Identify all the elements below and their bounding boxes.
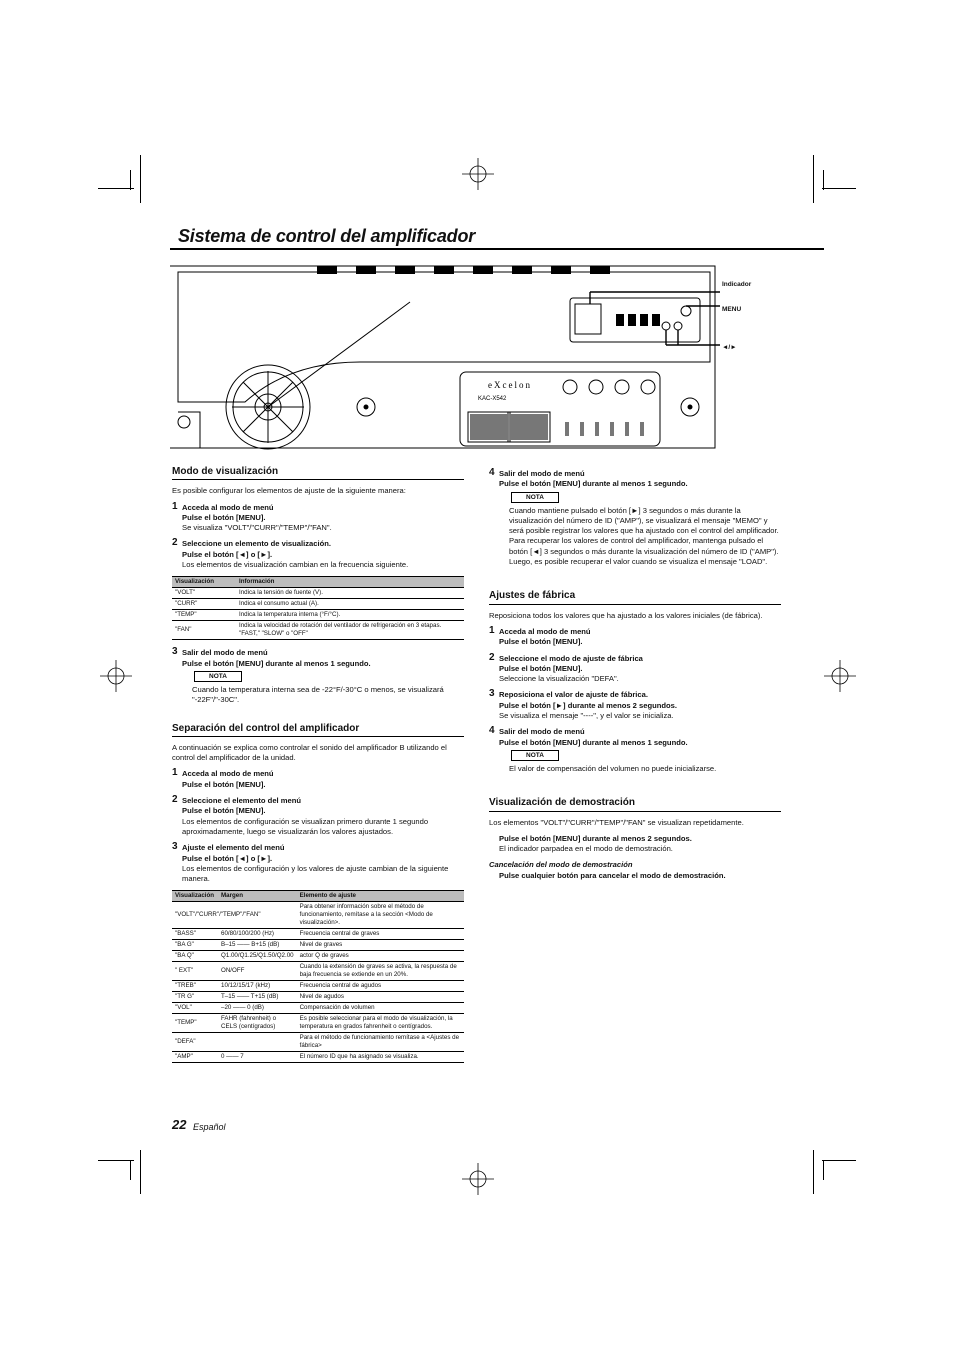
table-row [172, 1014, 464, 1033]
step-action: Pulse el botón [MENU]. [182, 512, 266, 522]
step-number: 2 [489, 651, 495, 663]
table-row [172, 1033, 464, 1052]
step [489, 624, 781, 648]
step-title: Salir del modo de menú [499, 727, 585, 737]
step-action: Pulse el botón [MENU] durante al menos 1 segundo. [182, 658, 371, 668]
table-row [172, 981, 464, 992]
table-row [172, 599, 464, 610]
step [489, 690, 781, 721]
crop-mark [813, 1150, 814, 1194]
table-row [172, 1052, 464, 1063]
table-cell: "AMP" [172, 1052, 218, 1063]
table-cell: "BA Q" [172, 951, 218, 962]
table-cell: Nivel de graves [297, 940, 464, 951]
label-indicador: Indicador [722, 281, 752, 288]
table-cell: "DEFA" [172, 1033, 218, 1052]
step-action: Pulse el botón [MENU]. [499, 637, 583, 647]
table-row [172, 940, 464, 951]
step-action: Pulse el botón [►] durante al menos 2 segundos. [499, 700, 677, 710]
step [489, 727, 781, 774]
table-cell: FAHR (fahrenheit) o CELS (centígrados) [218, 1014, 297, 1033]
table-cell: Nivel de agudos [297, 992, 464, 1003]
table-cell: Para el método de funcionamiento remítase a <Ajustes de fábrica> [297, 1033, 464, 1052]
table-cell: El número ID que ha asignado se visualiza. [297, 1052, 464, 1063]
page-number: 22 [172, 1117, 187, 1132]
table-cell [218, 1033, 297, 1052]
crop-mark [130, 170, 131, 190]
step-number: 3 [172, 841, 178, 853]
page-title: Sistema de control del amplificador [178, 226, 476, 246]
crop-mark [140, 1150, 141, 1194]
step-note: Se visualiza "VOLT"/"CURR"/"TEMP"/"FAN". [182, 523, 332, 533]
step [489, 469, 781, 567]
table-header: Visualización [172, 577, 236, 588]
crop-mark [823, 1160, 824, 1180]
table-cell: "CURR" [172, 599, 236, 610]
step-number: 2 [172, 794, 178, 806]
table-cell: Indica la velocidad de rotación del ventilador de refrigeración en 3 etapas. "FAST," "SLOW" o "OFF" [236, 621, 464, 640]
step-number: 2 [172, 537, 178, 549]
label-menu: MENU [722, 306, 742, 313]
table-cell: Q1.00/Q1.25/Q1.50/Q2.00 [218, 951, 297, 962]
step [172, 796, 464, 837]
step-action: Pulse el botón [MENU]. [182, 806, 266, 816]
registration-mark [824, 660, 856, 692]
crop-mark [823, 170, 824, 190]
model-text: KAC-X542 [478, 396, 507, 402]
step [172, 769, 464, 790]
crop-mark [822, 188, 856, 189]
step [489, 651, 781, 685]
table-cell: "TEMP" [172, 610, 236, 621]
crop-mark [813, 155, 814, 203]
brand-text: eXcelon [488, 380, 532, 390]
table-cell: Frecuencia central de graves [297, 929, 464, 940]
page-language: Español [193, 1122, 226, 1132]
demo-cancel-action: Pulse cualquier botón para cancelar el modo de demostración. [499, 870, 726, 880]
section-heading-demo: Visualización de demostración [489, 798, 781, 811]
demo-action: Pulse el botón [MENU] durante al menos 2 segundos. [499, 833, 692, 843]
step-action: Pulse el botón [MENU]. [182, 779, 266, 789]
table-row [172, 992, 464, 1003]
table-cell: 0 —— 7 [218, 1052, 297, 1063]
table-cell: Es posible seleccionar para el modo de visualización, la temperatura en grados fahrenheit o centígrados. [297, 1014, 464, 1033]
demo-note: El indicador parpadea en el modo de demostración. [499, 844, 673, 854]
table-row [172, 929, 464, 940]
step [172, 539, 464, 570]
step-number: 4 [489, 467, 495, 478]
registration-mark [462, 1163, 494, 1195]
demo-cancel-title: Cancelación del modo de demostración [489, 860, 633, 870]
step [172, 500, 464, 534]
step-action: Pulse el botón [◄] o [►]. [182, 853, 273, 863]
registration-mark [100, 660, 132, 692]
step-number: 1 [172, 767, 178, 779]
step-title: Ajuste el elemento del menú [182, 843, 285, 853]
table-cell: Cuando la extensión de graves se activa, la respuesta de baja frecuencia se extiende en un 20%. [297, 962, 464, 981]
step-title: Salir del modo de menú [499, 469, 585, 478]
table-row [172, 610, 464, 621]
left-column [172, 467, 464, 1071]
registration-mark [462, 158, 494, 190]
table-cell: B–15 —— B+15 (dB) [218, 940, 297, 951]
table-cell: ON/OFF [218, 962, 297, 981]
step-title: Seleccione el elemento del menú [182, 796, 302, 806]
step-title: Acceda al modo de menú [182, 502, 274, 512]
step-title: Acceda al modo de menú [499, 626, 591, 636]
table-row [172, 951, 464, 962]
table-header: Información [236, 577, 464, 588]
crop-mark [98, 188, 134, 189]
table-row [172, 1003, 464, 1014]
table-row [172, 962, 464, 981]
table-cell: "TREB" [172, 981, 218, 992]
step-number: 3 [172, 646, 178, 658]
table-cell: Indica el consumo actual (A). [236, 599, 464, 610]
paragraph: Es posible configurar los elementos de ajuste de la siguiente manera: [172, 486, 406, 496]
step-number: 4 [489, 725, 495, 737]
nota-badge: NOTA [511, 750, 559, 761]
table-cell: Indica la tensión de fuente (V). [236, 588, 464, 599]
settings-table [172, 890, 464, 1063]
step-action: Pulse el botón [MENU] durante al menos 1 segundo. [499, 479, 688, 489]
display-table [172, 576, 464, 640]
table-cell: "VOLT" [172, 588, 236, 599]
table-cell: actor Q de graves [297, 951, 464, 962]
table-cell: "TR G" [172, 992, 218, 1003]
table-cell: "VOLT"/"CURR"/"TEMP"/"FAN" [172, 902, 297, 929]
table-cell: "VOL" [172, 1003, 218, 1014]
step-action: Pulse el botón [◄] o [►]. [182, 549, 273, 559]
step-number: 1 [172, 500, 178, 512]
nota-badge: NOTA [511, 492, 559, 503]
table-cell: "FAN" [172, 621, 236, 640]
crop-mark [98, 1160, 134, 1161]
step-note: Cuando la temperatura interna sea de -22°F/-30°C o menos, se visualizará "-22F"/"-30C". [192, 684, 444, 705]
step-note: Cuando mantiene pulsado el botón [►] 3 segundos o más durante la visualización del número de ID ("AMP"), se visualizará el mensaje "MEMO" y será posible registrar los valores que ha ajustado con el control del amplificador. Para recuperar los valores de control del amplificador, mantenga pulsado el botón [◄] 3 segundos o más durante la visualización del número de ID ("AMP"). Luego, es posible recuperar el valor cuando se visualiza el mensaje "LOAD". [509, 505, 779, 567]
table-cell: T–15 —— T+15 (dB) [218, 992, 297, 1003]
paragraph: Reposiciona todos los valores que ha ajustado a los valores iniciales (de fábrica). [489, 610, 763, 620]
table-cell: 10/12/15/17 (kHz) [218, 981, 297, 992]
table-header: Visualización [172, 891, 218, 902]
paragraph: A continuación se explica como controlar el sonido del amplificador B utilizando el control del amplificador de la unidad. [172, 742, 447, 763]
section-heading-fabrica: Ajustes de fábrica [489, 591, 781, 604]
title-rule [170, 248, 824, 250]
table-cell: Para obtener información sobre el método de funcionamiento, remítase a la sección <Modo de visualización>. [297, 902, 464, 929]
table-cell: "TEMP" [172, 1014, 218, 1033]
step-note: Los elementos de configuración se visualizan primero durante 1 segundo aproximadamente, luego se visualizarán los valores ajustados. [182, 816, 429, 836]
section-heading-modo: Modo de visualización [172, 467, 464, 480]
step-note: El valor de compensación del volumen no puede inicializarse. [509, 763, 717, 773]
paragraph: Los elementos "VOLT"/"CURR"/"TEMP"/"FAN" se visualizan repetidamente. [489, 817, 744, 827]
step-number: 1 [489, 624, 495, 636]
step-title: Salir del modo de menú [182, 648, 268, 658]
table-cell: 60/80/100/200 (Hz) [218, 929, 297, 940]
table-cell: " EXT" [172, 962, 218, 981]
crop-mark [130, 1160, 131, 1180]
table-cell: Compensación de volumen [297, 1003, 464, 1014]
section-heading-separacion: Separación del control del amplificador [172, 724, 464, 737]
crop-mark [140, 155, 141, 203]
step-note: Seleccione la visualización "DEFA". [499, 674, 619, 684]
table-cell: "BA G" [172, 940, 218, 951]
table-row [172, 902, 464, 929]
table-row [172, 588, 464, 599]
crop-mark [822, 1160, 856, 1161]
step-title: Seleccione un elemento de visualización. [182, 539, 331, 549]
table-cell: "BASS" [172, 929, 218, 940]
step-note: Los elementos de configuración y los valores de ajuste cambian de la siguiente manera. [182, 863, 449, 884]
step-action: Pulse el botón [MENU]. [499, 663, 583, 673]
step-note: Los elementos de visualización cambian en la frecuencia siguiente. [182, 560, 409, 570]
step [172, 843, 464, 884]
step-number: 3 [489, 688, 495, 700]
right-column [489, 469, 781, 881]
table-header: Elemento de ajuste [297, 891, 464, 902]
step-title: Seleccione el modo de ajuste de fábrica [499, 653, 643, 663]
label-arrows: ◄/► [722, 344, 737, 351]
step-title: Reposiciona el valor de ajuste de fábrica. [499, 690, 648, 700]
table-cell: Frecuencia central de agudos [297, 981, 464, 992]
step-note: Se visualiza el mensaje "----", y el valor se inicializa. [499, 711, 674, 721]
table-header: Margen [218, 891, 297, 902]
nota-badge: NOTA [194, 671, 242, 682]
step [172, 648, 464, 705]
table-row [172, 621, 464, 640]
amplifier-illustration [170, 262, 730, 452]
table-cell: Indica la temperatura interna (°F/°C). [236, 610, 464, 621]
step-title: Acceda al modo de menú [182, 769, 274, 779]
step-action: Pulse el botón [MENU] durante al menos 1 segundo. [499, 737, 688, 747]
table-cell: –20 —— 0 (dB) [218, 1003, 297, 1014]
